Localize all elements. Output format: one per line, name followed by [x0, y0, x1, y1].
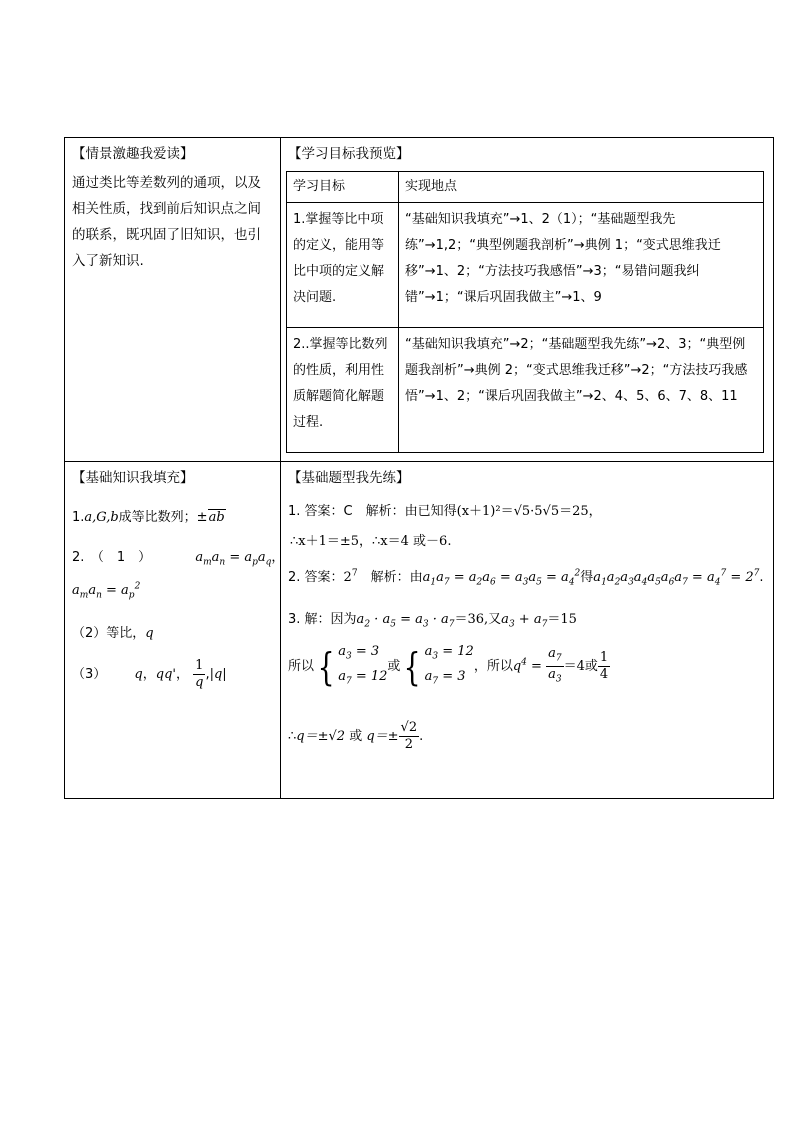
practice-3: 3. 解：因为$a_2 \cdot a_5 = a_3 \cdot a_7=36$,又$a_3 + a_7=15$	[288, 612, 577, 630]
fraction: $\frac{1}{4}$	[599, 650, 609, 683]
practice-4: ∴q＝±√2 或 q＝± $\frac{√2}{2}$ .	[288, 720, 424, 752]
goals-row	[287, 203, 764, 328]
knowledge-item-2: 2. （ 1 ） $a_ma_n = a_pa_q$，	[72, 550, 285, 568]
goals-table	[286, 171, 764, 453]
goal-place: “基础知识我填充”→2；“基础题型我先练”→2、3；“典型例题我剖析”→典例 2；“变式思维我迁移”→2；“方法技巧我感悟”→1、2；“课后巩固我做主”→2、4、5、6、7、8、11	[399, 328, 764, 453]
fraction: $\frac{a_7}{a_3}$	[548, 645, 562, 685]
lesson-table	[64, 137, 774, 799]
practice-2: 2. 答案：$2^7$ 解析：由$a_1a_7 = a_2a_6 = a_3a_5 = a_4^2$得$a_1a_2a_3a_4a_5a_6a_7 = a_4^7 = 2^7$.	[288, 568, 764, 588]
practice-1: 1. 答案：C 解析：由已知得(x＋1)²＝√5·5√5＝25，	[288, 504, 602, 519]
practice-3-cont: 所以{ $a_3 = 3$ $a_7 = 12$ 或{ $a_3 = 12$ $a_7 = 3$ ，所以$q^4$ = $\frac{a_7}{a_3}$ ＝4或 $\frac{1}{4}$	[288, 644, 609, 689]
left-brace: {	[317, 644, 335, 689]
goals-heading: 【学习目标我预览】	[288, 146, 410, 162]
knowledge-item-1: 1.a,G,b成等比数列；±ab	[72, 510, 225, 525]
knowledge-item-4: （3） q，qq'， $\frac{1}{q}$ ,|q|	[72, 658, 227, 690]
goals-cell	[281, 138, 773, 461]
goal-text: 1.掌握等比中项的定义，能用等比中项的定义解决问题.	[287, 203, 399, 328]
goals-row	[287, 328, 764, 453]
goal-place: “基础知识我填充”→1、2（1）；“基础题型我先练”→1,2；“典型例题我剖析”→典例 1；“变式思维我迁移”→1、2；“方法技巧我感悟”→3；“易错问题我纠错”→1；“课后巩固我做主”→1、9	[399, 203, 764, 328]
intro-heading: 【情景激趣我爱读】	[72, 146, 194, 162]
fraction: $\frac{1}{q}$	[195, 658, 204, 690]
practice-heading: 【基础题型我先练】	[288, 470, 410, 486]
intro-cell	[65, 138, 280, 461]
intro-text: 通过类比等差数列的通项，以及相关性质，找到前后知识点之间的联系，既巩固了旧知识，也引入了新知识.	[72, 175, 261, 269]
practice-1-cont: ∴x＋1＝±5，∴x＝4 或－6.	[290, 534, 452, 549]
goals-header-place: 实现地点	[399, 172, 764, 203]
knowledge-item-2-cont: $a_ma_n = a_p^2$	[72, 582, 141, 601]
knowledge-heading: 【基础知识我填充】	[72, 470, 194, 486]
fraction: $\frac{√2}{2}$	[400, 720, 418, 752]
knowledge-item-3: （2）等比，q	[72, 626, 154, 641]
goal-text: 2..掌握等比数列的性质，利用性质解题简化解题过程.	[287, 328, 399, 453]
goals-header-row	[287, 172, 764, 203]
left-brace: {	[404, 644, 421, 689]
practice-cell	[281, 462, 773, 798]
knowledge-cell	[65, 462, 285, 798]
goals-header-goal: 学习目标	[287, 172, 399, 203]
